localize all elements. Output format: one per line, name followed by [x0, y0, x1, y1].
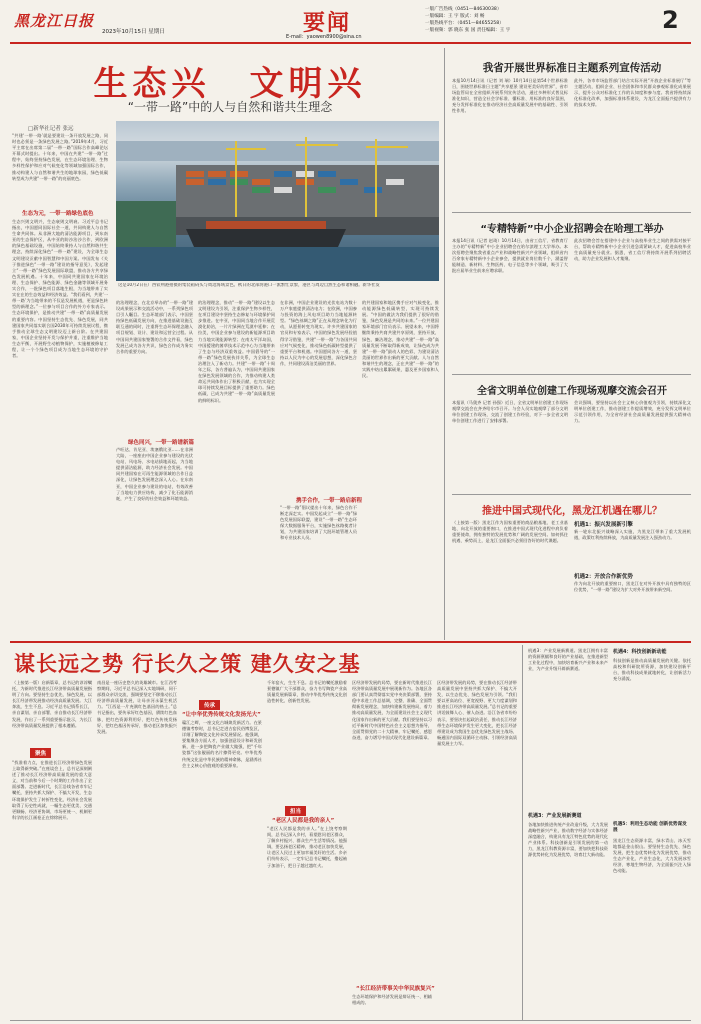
contact-line: 一版视频：郭 晓东 张 国 责任编辑：王 宇 [425, 28, 511, 33]
lead-col-2b: 卢旺达、肯尼亚、埃塞俄比亚……在非洲大陆，一座座由中国企业参与建设的光伏电站、风电场、水电站拔地而起，为当地提供清洁能源，助力经济社会发展。中国同共建国家在可再生能源领域的合作日益深化，让绿色发展理念深入人心。在东南亚，中国企业参与建设的电站，有效改善了当地电力供应结构，减少了化石能源消耗，产生了良好的社会效益和环境效益。 [116, 447, 193, 501]
bottom-headline: 谋长远之势 行长久之策 建久安之基 [14, 652, 361, 676]
right-article-body-3a: 本报讯（马奥齐 记者 孙强）近日，全省文明单位创建工作现场观摩交流会在齐齐哈尔市召开。与会人员实地观摩了部分文明单位创建工作现场，交流了创建工作经验，对下一步全省文明单位创建工作进行了安排部署。 [452, 400, 568, 424]
article-divider [452, 494, 691, 495]
photo-caption: 这是10月2日在广西钦州港拍摄的集装箱码头与周边海域景色。秋日的北部湾港口一派繁忙景象，港区与周边自然生态和谐相融。新华社发 [118, 283, 380, 288]
article-divider [452, 212, 691, 213]
bottom-subhead-3: “长江经济带事关中华民族复兴” [356, 986, 435, 992]
right-article-title-2: “专精特新”中小企业招聘会在哈理工举办 [480, 224, 664, 235]
sidebar-body-4: 黑龙江生态资源丰富，绿水青山、冰天雪地都是金山银山。要坚持生态优先、绿色发展，把生态优势转化为发展优势，推动生态产业化、产业生态化，大力发展冰雪经济、寒地生物经济，为全面振兴注入绿色动能。 [613, 838, 691, 874]
issue-date: 2023年10月15日 星期日 [102, 29, 165, 35]
sidebar-body-1: 机遇3：产业发展新赛道。黑龙江拥有丰富的资源禀赋和良好的产业基础，在推进新型工业化过程中，加快培育新兴产业和未来产业，为产业升级开辟新赛道。 [528, 648, 608, 672]
bottom-subhead-2: “老区人民都是我的亲人” [272, 818, 335, 824]
right-article-body-4b: 新一轮东北振兴战略深入实施，为黑龙江带来了重大发展机遇，政策红利持续释放，为高质量发展注入强劲动力。 [574, 529, 691, 541]
right-article-title-4: 推进中国式现代化，黑龙江机遇在哪儿？ [482, 506, 662, 517]
lead-col-1b: 生态兴则文明兴，生态衰则文明衰。习近平总书记指出，中国愿同国际社会一道，共同构建人与自然生命共同体。从非洲大地的清洁能源项目，到东南亚的生态保护区，从中亚的防沙治沙合作，到欧洲的绿色基础设施，中国始终秉持人与自然和谐共生理念，持续深化绿色“一带一路”建设，为全球生态文明建设贡献中国智慧和中国方案。中国发布《关于推进绿色“一带一路”建设的指导意见》，发起建立“一带一路”绿色发展国际联盟，推动各方共享绿色发展机遇。十年来，中国同共建国家在环境治理、生态保护、绿色能源、绿色金融等领域开展务实合作，一批绿色项目落地生根，为当地带来了实实在在的生态效益和经济效益。“我们看到，共建‘一带一路’为当地带来的不仅是发展机遇，更是绿色转型的新理念。”一位参与项目合作的外方专家表示。生态环境保护，是推动共建“一带一路”高质量发展的重要内容。中国坚持生态优先、绿色发展，同共建国家共同落实联合国2030年可持续发展议程，携手推动全球生态文明建设迈上新台阶。在共建国家，中国企业坚持开发与保护并重，注重维护当地生态平衡，开展野生动植物保护，实施植被修复工程，让一个个绿色项目成为当地生态环境的守护者。 [12, 219, 108, 359]
right-article-body-2a: 本报14日讯（记者 赵琦）10月14日，由省工信厅、省教育厅主办的“专精特新”中小企业招聘会在哈尔滨理工大学举办。本次招聘会聚焦我省重点产业和战略性新兴产业领域，组织省内百余家专精特新中小企业参会，提供就业岗位数千个，涵盖智能制造、新材料、生物医药、电子信息等多个领域，吸引了大批应届毕业生前来应聘求职。 [452, 238, 568, 274]
column-divider [522, 645, 523, 1020]
sidebar-sub-4: 机遇4：科技创新新动能 [613, 649, 667, 655]
bottom-subhead-1: “让中华优秀传统文化发扬光大” [182, 712, 261, 718]
sidebar-sub-3: 机遇3：产业发展新赛道 [528, 813, 582, 819]
lead-photo [116, 121, 439, 281]
right-article-body-4a: （上接第一版）黑龙江作为国家重要的商品粮基地、老工业基地、向北开放的重要窗口，在推进中国式现代化进程中肩负着重要使命，拥有独特的发展优势和广阔的发展空间。如何抓住机遇、乘势而上，是龙江全面振兴必须回答好的时代课题。 [452, 520, 568, 544]
lead-col-4b: “一带一路”倡议提出十年来，绿色合作不断走深走实。中国发起成立“一带一路”绿色发展国际联盟，建设“一带一路”生态环保大数据服务平台，实施绿色丝路使者计划，为共建国家培训了大批环境管理人员和专业技术人员。 [280, 505, 357, 541]
bottom-col-4: 千年窑火，生生不息。总书记的嘱托激励着景德镇广大干部群众，奋力书写陶瓷产业高质量发展新篇章，推动中华优秀传统文化创造性转化、创新性发展。 [267, 680, 347, 704]
lead-col-3: 的治理理念，推动“一带一路”建设以生态文明建设为引领，注重保护生物多样性，在项目建设中坚持生态修复与环境保护同步推进。在中亚，中国同当地合作开展荒漠化防治，一片片绿洲在荒漠中延伸；在拉美，中国企业参与建设的新能源项目助力当地实现能源转型；在南太平洋岛国，中国援建的菌草技术示范中心为当地带来了生态与经济双重效益。中国倡导的“一带一路”绿色发展伙伴关系，为全球生态治理注入了新动力。共建“一带一路”十周年之际，各方普遍认为，中国同共建国家在绿色发展领域的合作，为推动构建人类命运共同体作出了积极贡献，也为实现全球可持续发展目标提供了重要助力。绿色低碳，已成为共建“一带一路”高质量发展的鲜明标识。 [198, 300, 275, 403]
bottom-col-1b: “找准着力点，在推进长江经济带绿色发展上取得新突破。”在座谈会上，总书记深刻阐述了推动长江经济带高质量发展的重大意义，对当前和今后一个时期的工作作出了全面部署。走进新时代，长江沿线各省市牢记嘱托，坚持共抓大保护、不搞大开发，生态环境保护发生了转折性变化，经济社会发展取得了历史性成就，一幅生态更优美、交通更顺畅、经济更协调、市场更统一、机制更科学的长江画卷正在徐徐展开。 [12, 760, 92, 820]
bottom-col-6: 区经济带发展的局势，要在推动长江经济带高质量发展中坚持共抓大保护、不搞大开发，以生态优先、绿色发展为引领。“我们要以更高站位、更宽视野、更大力度谋划和推进长江经济带高质量发展。”总书记的重要讲话鼓舞人心、催人奋进。沿江各省市纷纷表示，要坚决扛起政治责任，推动长江经济带生态环境保护发生更大变化，把长江经济带建设成为我国生态优先绿色发展主战场、畅通国内国际双循环主动脉、引领经济高质量发展主力军。 [437, 680, 517, 746]
sidebar-sub-1: 机遇1：振兴发展新引擎 [574, 522, 633, 528]
lead-col-5: 的共建国家和地区携手应对气候变化，推动能源绿色低碳转型，实现可持续发展。“中国的做法为我们提供了很好的借鉴，绿色发展是共同的未来。”一位共建国家环境部门官员表示。展望未来，中国将继续秉持共商共建共享原则，坚持开放、绿色、廉洁理念，推动共建“一带一路”高质量发展不断取得新成效，让绿色成为共建“一带一路”最动人的色彩，为建设清洁美丽的世界作出新的更大贡献。人与自然和谐共生的理念，正在共建“一带一路”的实践中结出累累硕果，惠及更多国家和人民。 [362, 300, 439, 379]
byline: □新华社记者 张远 [28, 126, 74, 132]
section-heading-1: 生态为元，一带一路绿色底色 [22, 211, 94, 217]
lead-headline: 生态兴 文明兴 [93, 64, 367, 104]
sidebar-body-3: 科技创新是推动高质量发展的关键。依托高校和科研院所资源，加快建设创新平台，推动科技成果就地转化，让创新活力充分涌流。 [613, 658, 691, 682]
bottom-col-3: 赣江之畔，一座文化古城焕发新活力。在景德镇考察时，总书记走进古窑民俗博览区，详细了解陶瓷文化传承发展情况。他强调，要集聚各方面人才，加强创意设计和研发创新，进一步把陶瓷产业做大做强，把“千年瓷都”这张靓丽的名片擦得更亮。中华优秀传统文化是中华民族的精神命脉，是涵养社会主义核心价值观的重要源泉。 [182, 720, 262, 768]
newspaper-logo: 黑龙江日报 [14, 12, 95, 30]
right-article-body-1a: 本报10月14日讯（记者 刘 瑞）10月14日是第54个世界标准日，围绕世界标准日主题“共享愿景 建设更美好的世界”，省市场监管局在全省组织开展系列宣传活动，通过多种形式普及标准化知识，营造全社会学标准、懂标准、用标准的良好氛围，充分发挥标准化在推动经济社会高质量发展中的基础性、引领性作用。 [452, 78, 568, 114]
sidebar-body-2: 各地加快推进传统产业改造升级，大力发展战略性新兴产业，推动数字经济与实体经济深度融合，构建具有龙江特色优势的现代化产业体系。科技创新是引领发展的第一动力，黑龙江科教资源丰富，要加快把科技资源优势转化为发展优势，培育壮大新动能。 [528, 822, 608, 858]
right-article-title-3: 全省文明单位创建工作现场观摩交流会召开 [477, 386, 667, 397]
masthead-rule [10, 42, 691, 44]
right-article-body-1b: 此外，各市市场监管部门结合实际开展“开放企业标准展厅”等主题活动，组织企业、社会团体和市民群众参观标准化成果展示，提升公众对标准化工作的认知度和参与度。我省将持续深化标准化改革，加强标准体系建设，为龙江全面振兴提供有力的技术支撑。 [574, 78, 691, 108]
section-name: 要闻 [303, 11, 352, 36]
tag-label: 传承 [199, 700, 220, 710]
contact-line: 一版热线平台：（0451—84655258） [425, 21, 504, 26]
right-article-body-4c: 作为向北开放的重要窗口，黑龙江在对外开放中具有独特的区位优势，“一带一路”建设为扩大对外开放带来新空间。 [574, 581, 691, 593]
bottom-col-4b: “老区人民都是我的亲人。”在上饶考察期间，总书记深入乡村，看望慰问老区群众，了解乡村振兴、群众生产生活等情况。他强调，要弘扬老区精神，推动老区加快发展，让老区人民过上更加幸福美好的生活。乡亲们纷纷表示，一定牢记总书记嘱托，撸起袖子加油干，把日子越过越红火。 [267, 826, 347, 868]
section-rule [10, 641, 691, 643]
masthead [0, 0, 701, 42]
contact-box [425, 6, 625, 34]
column-divider [444, 48, 445, 640]
lead-col-2: 的治理理念，在北京举办的“一带一路”建设成果展示和交流活动中，一系列绿色项目引人瞩目。生态环境部门表示，中国坚持绿色低碳发展方向，在推进基础设施互联互通的同时，注重将生态环保理念融入项目规划、设计、建设和运营全过程。从中国同共建国家签署的合作文件看，绿色发展已成为各方共识，绿色合作成为务实合作的重要方向。 [116, 300, 193, 354]
tag-label: 担当 [285, 806, 306, 816]
tag-label: 聚焦 [30, 748, 51, 758]
bottom-col-5b: 生态环境保护和经济发展是辩证统一、相辅相成的。 [352, 994, 432, 1006]
lead-col-1a: “共建‘一带一路’就是要建设一条开放发展之路，同时也必须是一条绿色发展之路。”2019年4月，习近平主席在出席第二届“一带一路”国际合作高峰论坛开幕式时提出。十年来，中国在共建“一带一路”过程中，始终坚持绿色发展，在生态环境治理、生物多样性保护和应对气候变化等领域加强国际合作，推动构建人与自然和谐共生的地球家园，绿色低碳转型成为共建“一带一路”的亮丽底色。 [12, 133, 108, 181]
contact-line: 一版广告热线（0451—84630038） [425, 7, 502, 12]
right-article-title-1: 我省开展世界标准日主题系列宣传活动 [482, 62, 662, 74]
bottom-col-1: （上接第一版）启新篇章，总书记的谆谆嘱托，为新时代推进长江经济带高质量发展指明了方向。要坚持生态优先、绿色发展，以长江经济带发展推动经济高质量发展。大江奔流，生生不息。习近平总书记情系长江，亲自谋划、亲自部署、亲自推动长江经济带发展，作出了一系列重要指示批示，为长江经济带高质量发展提供了根本遵循。 [12, 680, 92, 728]
section-heading-2: 绿色同兴，一带一路谱新篇 [128, 440, 195, 446]
editor-email: E-mail：yaowen8900@sina.cn [286, 34, 362, 40]
sidebar-sub-5: 机遇5：利用生态动能 创新优势谋发展 [613, 822, 687, 833]
port-photo [116, 121, 439, 281]
right-article-body-2b: 此次招聘会旨在搭建中小企业与高校毕业生之间的供需对接平台，帮助专精特新中小企业引进急需紧缺人才，促进高校毕业生高质量充分就业。据悉，省工信厅将持续开展系列招聘活动，助力企业发展和人才集聚。 [574, 238, 691, 262]
page-number: 2 [662, 6, 679, 34]
contact-line: 一版编辑：王 宇 版式：刘 畅 [425, 14, 485, 19]
bottom-page-rule [10, 1020, 691, 1021]
section-heading-3: 携手合作，一带一路启新程 [296, 498, 363, 504]
sidebar-sub-2: 机遇2：开放合作新优势 [574, 574, 633, 580]
bottom-col-5: 区经济带发展的局势，要在新时代推进长江经济带高质量发展中展现新作为。各地区各部门要认真贯彻落实党中央决策部署，坚持稳中求进工作总基调，完整、准确、全面贯彻新发展理念，加快构建新发展格局，着力推动高质量发展，为全面建设社会主义现代化国家作出新的更大贡献。我们要坚持以习近平新时代中国特色社会主义思想为指导，全面贯彻党的二十大精神，牢记嘱托、感恩奋进，奋力谱写中国式现代化建设新篇章。 [352, 680, 432, 740]
lead-col-4: 在非洲，中国企业建设的光伏电站为数十万户家庭提供清洁电力；在欧洲，中国参与投资的海上风电项目助力当地能源转型。“绿色丝绸之路”正在从理念转化为行动，从愿景转变为现实。许多共建国家的官员和专家表示，中国的绿色发展经验值得学习借鉴，共建“一带一路”为各国共同应对气候变化、推动绿色低碳转型提供了重要平台和机遇。中国愿同各方一道，坚持以人民为中心的发展思想，深化绿色合作，共同建设清洁美丽的世界。 [280, 300, 357, 366]
right-article-body-3b: 会议强调，要坚持以社会主义核心价值观为引领，持续深化文明单位创建工作，推动创建工作提质增效，充分发挥文明单位示范引领作用，为全省经济社会高质量发展提供强大精神动力。 [574, 400, 691, 424]
bottom-col-2: 南昌是一座历史悠久的英雄城市。在江西考察期间，习近平总书记深入实地调研，同干部群众亲切交流，强调要坚定不移推动长江经济带高质量发展，让母亲河永葆生机活力。“江西是一片充满红色基因的热土。”总书记指出，要传承好红色基因，赓续红色血脉，把红色资源利用好、把红色传统发扬好、把红色基因传承好，推动老区加快振兴发展。 [97, 680, 177, 734]
lead-subheadline: “一带一路”中的人与自然和谐共生理念 [127, 100, 333, 114]
article-divider [452, 374, 691, 375]
